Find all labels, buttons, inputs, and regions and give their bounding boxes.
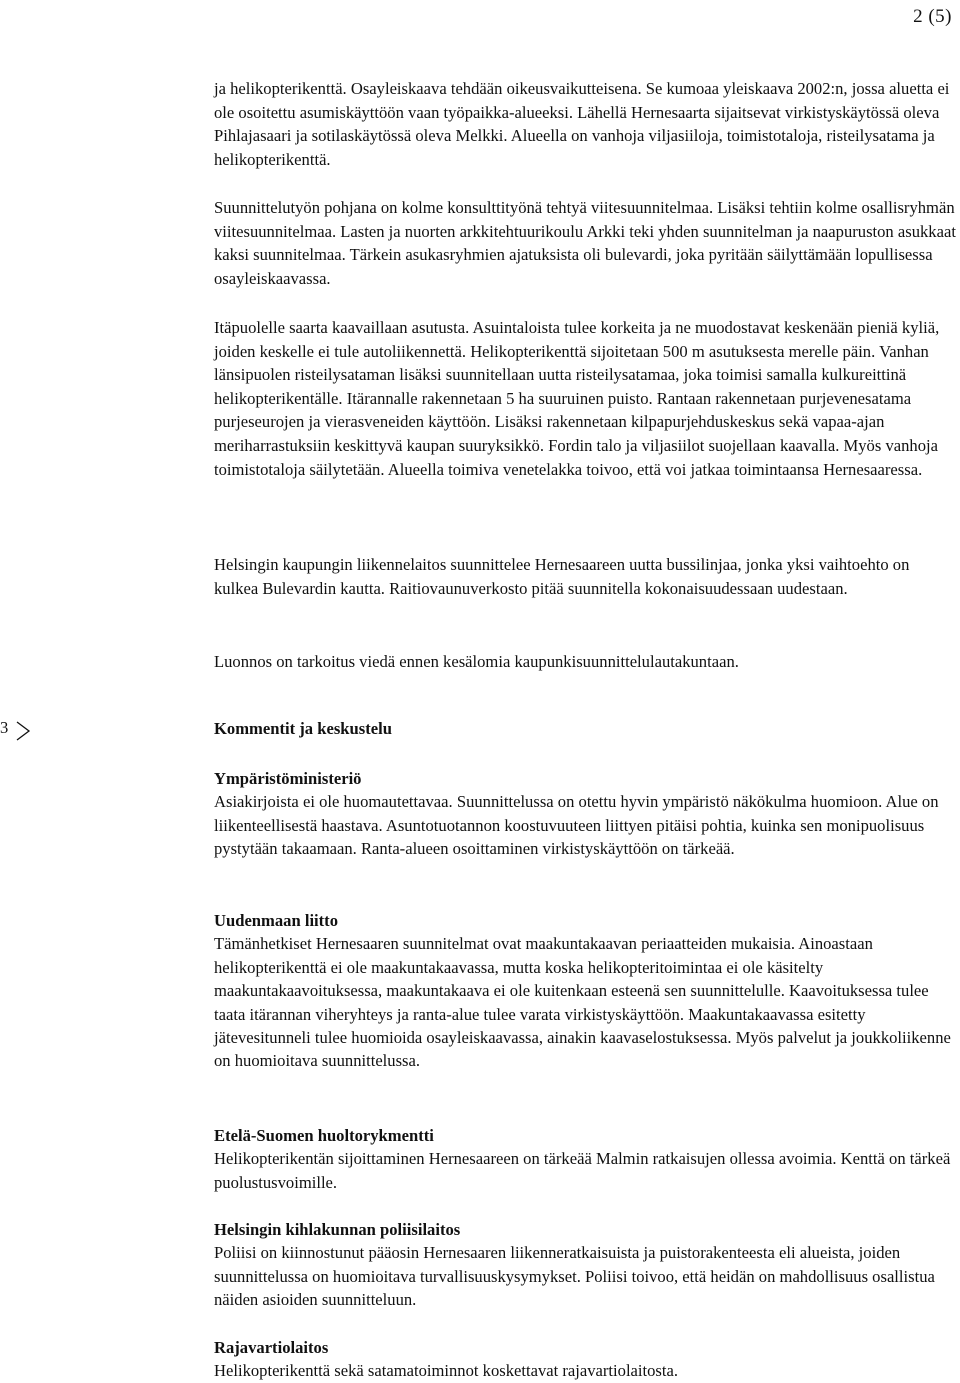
entry-heading: Ympäristöministeriö xyxy=(214,769,362,788)
comment-entry xyxy=(214,1336,956,1383)
comment-entry xyxy=(214,1124,956,1194)
entry-text: Helikopterikentän sijoittaminen Hernesaareen on tärkeää Malmin ratkaisujen ollessa avoimia. Kenttä on tärkeä puolustusvoimille. xyxy=(214,1149,951,1192)
entry-heading: Etelä-Suomen huoltorykmentti xyxy=(214,1126,434,1145)
body-paragraph xyxy=(214,650,956,674)
entry-heading: Helsingin kihlakunnan poliisilaitos xyxy=(214,1220,461,1239)
section-marker xyxy=(0,718,40,744)
entry-heading: Rajavartiolaitos xyxy=(214,1338,329,1357)
paragraph-text: Suunnittelutyön pohjana on kolme konsulttityönä tehtyä viitesuunnitelmaa. Lisäksi tehtiin kolme osallisryhmän viitesuunnitelmaa. Lasten ja nuorten arkkitehtuurikoulu Arkki teki yhden suunnitelman ja naapuruston asukkaat kaksi suunnitelmaa. Tärkein asukasryhmien ajatuksista oli bulevardi, joka pyritään säilyttämään lopullisessa osayleiskaavassa. xyxy=(214,198,956,288)
paragraph-text: Itäpuolelle saarta kaavaillaan asutusta. Asuintaloista tulee korkeita ja ne muodostavat keskenään pieniä kyliä, joiden keskelle ei tule autoliikennettä. Helikopterikenttä sijoitetaan 500 m asutuksesta merelle päin. Vanhan länsipuolen risteilysataman lisäksi suunnitellaan uutta risteilysatamaa, joka toimisi samalla kulkureittinä helikopterikentälle. Itärannalle rakennetaan 5 ha suuruinen puisto. Rantaan rakennetaan purjevenesatama purjeseurojen ja vierasveneiden käyttöön. Lisäksi rakennetaan kilpapurjehduskeskus sekä vapaa-ajan meriharrastuksiin keskittyvä kaupan suuryksikkö. Fordin talo ja viljasiilot suojellaan kaavalla. Myös vanhoja toimistotaloja säilytetään. Alueella toimiva venetelakka toivoo, että voi jatkaa toimintaansa Hernesaaressa. xyxy=(214,318,940,479)
section-title: Kommentit ja keskustelu xyxy=(214,719,392,738)
page-number: 2 (5) xyxy=(913,6,952,27)
body-paragraph xyxy=(214,316,956,481)
comment-entry xyxy=(214,909,956,1073)
body-paragraph xyxy=(214,77,956,171)
entry-heading: Uudenmaan liitto xyxy=(214,911,339,930)
paragraph-text: Luonnos on tarkoitus viedä ennen kesälomia kaupunkisuunnittelulautakuntaan. xyxy=(214,652,739,671)
entry-text: Asiakirjoista ei ole huomautettavaa. Suunnittelussa on otettu hyvin ympäristö näkökulma huomioon. Alue on liikenteellisestä haastava. Asuntotuotannon koostuvuuteen liittyen pitäisi pohtia, kuinka sen monipuolisuus pystytään takaamaan. Ranta-alueen osoittaminen virkistyskäyttöön on tärkeää. xyxy=(214,792,939,859)
body-paragraph xyxy=(214,553,956,600)
body-paragraph xyxy=(214,196,956,290)
paragraph-text: ja helikopterikenttä. Osayleiskaava tehdään oikeusvaikutteisena. Se kumoaa yleiskaava 2002:n, jossa aluetta ei ole osoitettu asumiskäyttöön vaan työpaikka-alueeksi. Lähellä Hernesaarta sijaitsevat virkistyskäytössä oleva Pihlajasaari ja sotilaskäytössä oleva Melkki. Alueella on vanhoja viljasiiloja, toimistotaloja, risteilysatama ja helikopterikenttä. xyxy=(214,79,950,169)
paragraph-text: Helsingin kaupungin liikennelaitos suunnittelee Hernesaareen uutta bussilinjaa, jonka yksi vaihtoehto on kulkea Bulevardin kautta. Raitiovaunuverkosto pitää suunnitella kokonaisuudessaan uudestaan. xyxy=(214,555,910,598)
comment-entry xyxy=(214,1218,956,1312)
section-number: 3 xyxy=(0,718,9,737)
entry-text: Helikopterikenttä sekä satamatoiminnot koskettavat rajavartiolaitosta. xyxy=(214,1361,679,1381)
entry-text: Tämänhetkiset Hernesaaren suunnitelmat ovat maakuntakaavan periaatteiden mukaisia. Ainoastaan helikopterikenttä ei ole maakuntakaavassa, mutta koska helikopteritoimintaa ei ole käsitelty maakuntakaavoituksessa, maakuntakaava ei ole kuitenkaan esteenä sen suunnittelulle. Kaavoituksessa tulee taata itärannan viheryhteys ja ranta-alue tulee varata virkistyskäyttöön. Maakuntakaavassa esitetty jätevesitunneli tulee huomioida osayleiskaavassa, ainakin kaavaselostuksessa. Myös palvelut ja joukkoliikenne on huomioitava suunnittelussa. xyxy=(214,934,951,1071)
section-sign-icon xyxy=(14,719,32,743)
entry-text: Poliisi on kiinnostunut pääosin Hernesaaren liikenneratkaisuista ja puistorakenteesta eli alueista, joiden suunnittelussa on huomioitava turvallisuuskysymykset. Poliisi toivoo, että heidän on mahdollisuus osallistua näiden asioiden suunnitteluun. xyxy=(214,1243,935,1310)
comment-entry xyxy=(214,767,956,861)
